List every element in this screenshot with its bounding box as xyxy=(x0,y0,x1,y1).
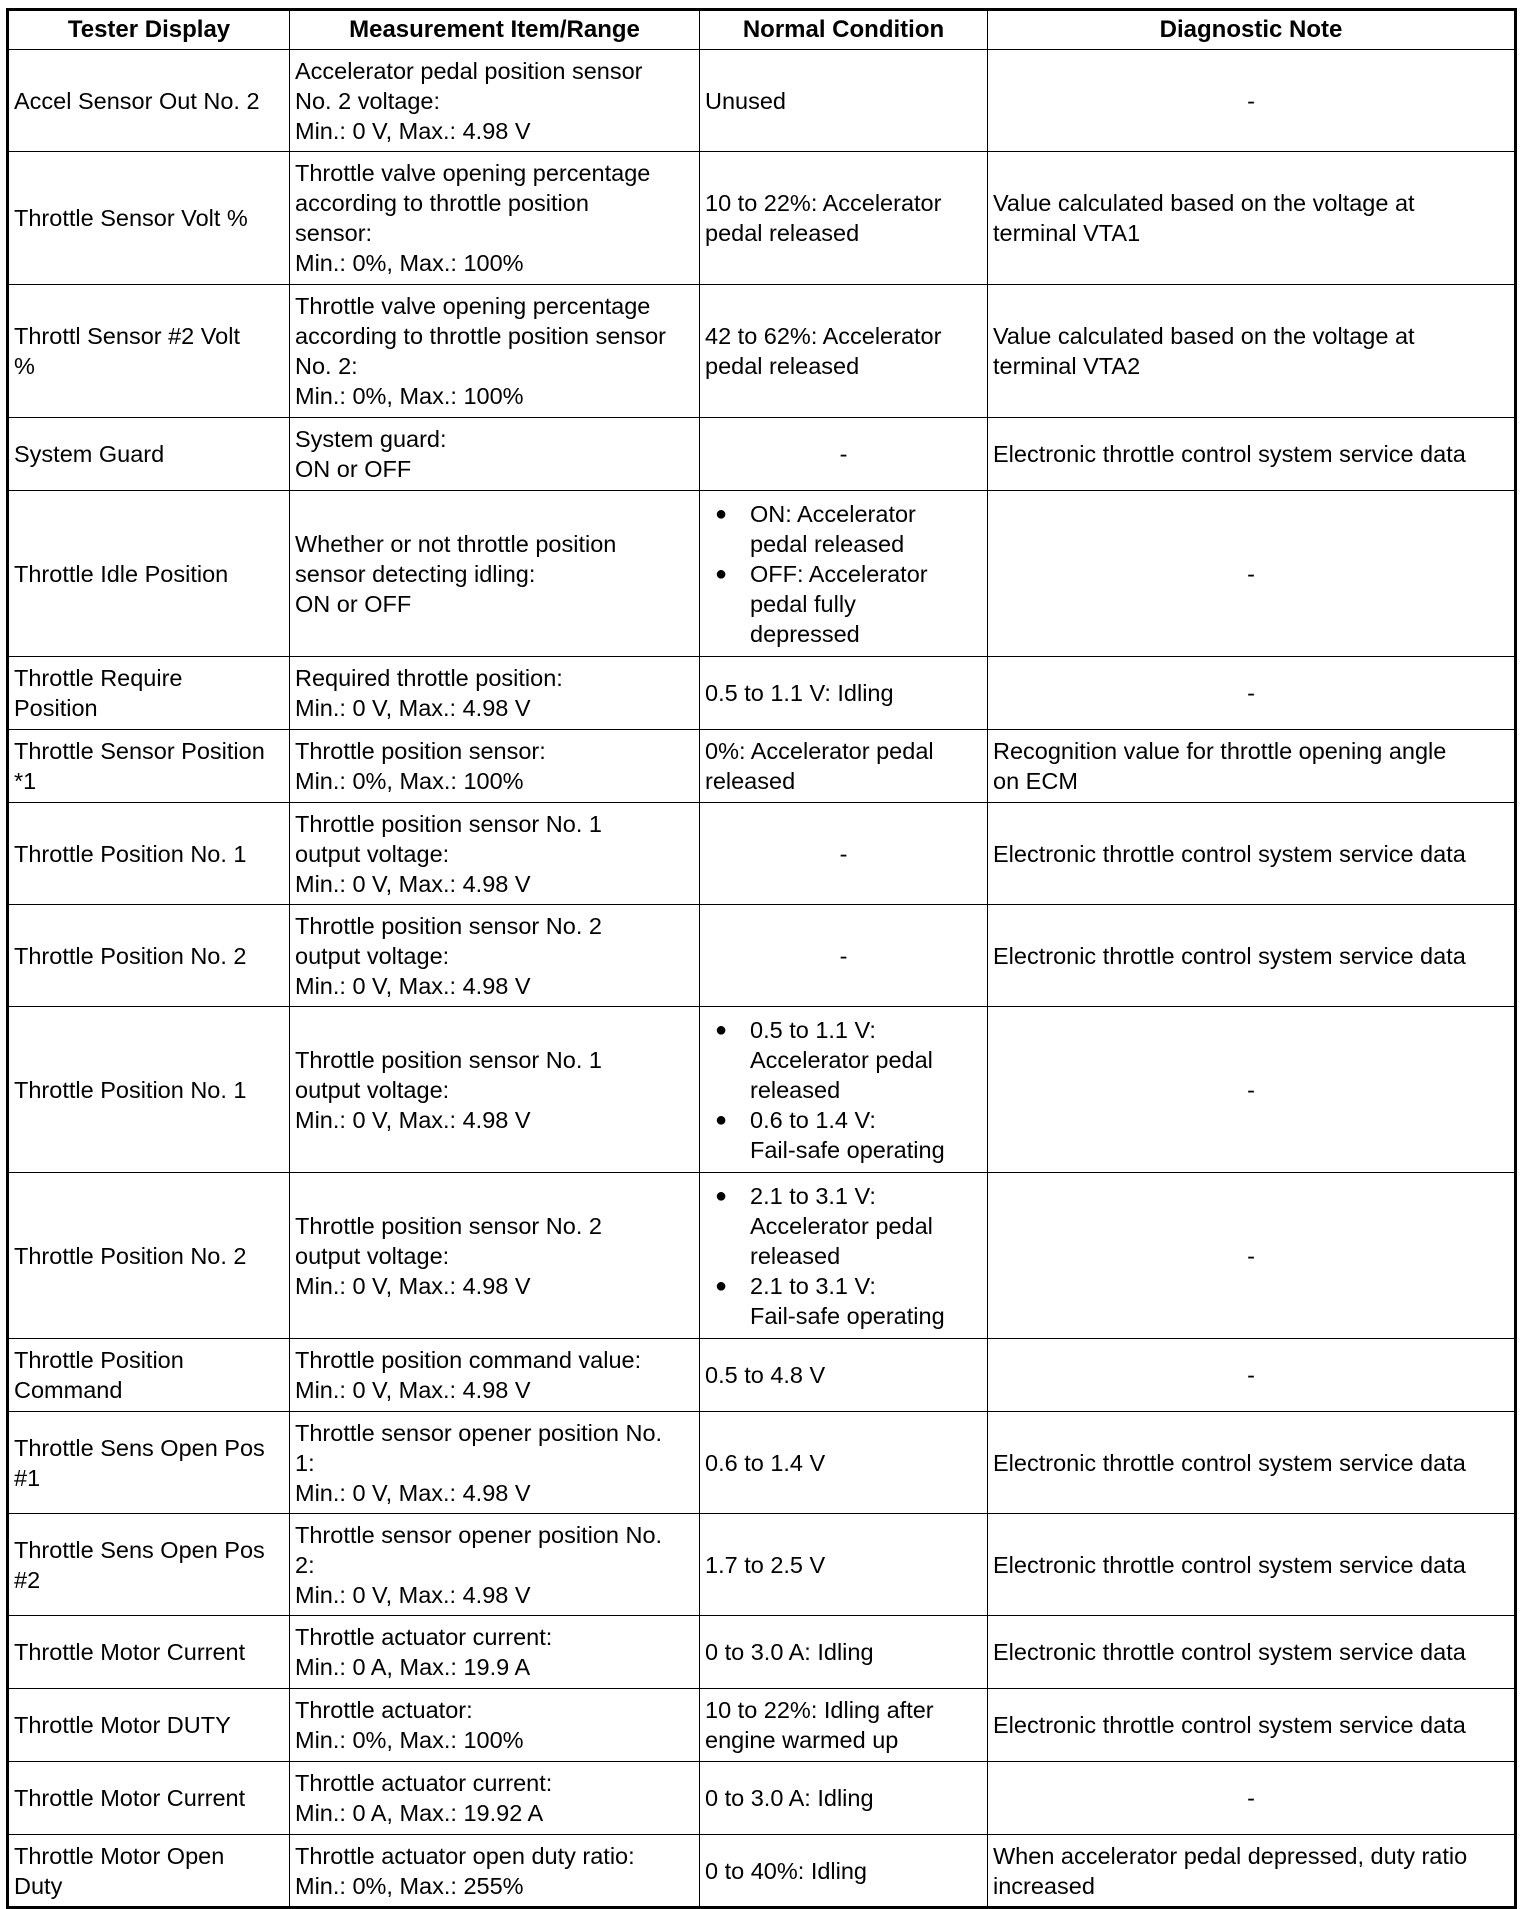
cell-diagnostic-note: Value calculated based on the voltage at terminal VTA2 xyxy=(988,285,1516,418)
table-row xyxy=(8,1835,1516,1908)
header-normal-condition: Normal Condition xyxy=(700,10,988,50)
cell-normal-condition: 1.7 to 2.5 V xyxy=(700,1514,988,1616)
cell-normal-condition: 0.5 to 4.8 V xyxy=(700,1339,988,1412)
cell-diagnostic-note: - xyxy=(988,1007,1516,1173)
table-row xyxy=(8,905,1516,1007)
table-row xyxy=(8,50,1516,152)
cell-tester-display: Throttle Position No. 1 xyxy=(8,1007,290,1173)
cell-diagnostic-note: - xyxy=(988,657,1516,730)
cell-diagnostic-note: Electronic throttle control system service data xyxy=(988,803,1516,905)
cell-diagnostic-note: Electronic throttle control system service data xyxy=(988,1616,1516,1689)
cell-measurement-item: Throttle actuator: Min.: 0%, Max.: 100% xyxy=(290,1689,700,1762)
table-row xyxy=(8,1339,1516,1412)
cell-tester-display: Throttle Position No. 1 xyxy=(8,803,290,905)
table-row xyxy=(8,1007,1516,1173)
header-tester-display: Tester Display xyxy=(8,10,290,50)
table-body xyxy=(8,50,1516,1908)
condition-bullet-item: ● ON: Accelerator pedal released xyxy=(750,499,982,559)
cell-measurement-item: Throttle valve opening percentage according to throttle position sensor: Min.: 0%, Max.: 100% xyxy=(290,152,700,285)
header-row xyxy=(8,10,1516,50)
cell-normal-condition xyxy=(700,491,988,657)
condition-bullet-list xyxy=(705,1015,982,1165)
cell-measurement-item: Throttle position sensor No. 1 output voltage: Min.: 0 V, Max.: 4.98 V xyxy=(290,803,700,905)
cell-tester-display: Throttle Idle Position xyxy=(8,491,290,657)
cell-diagnostic-note: Electronic throttle control system service data xyxy=(988,1689,1516,1762)
cell-normal-condition: 0 to 3.0 A: Idling xyxy=(700,1616,988,1689)
table-row xyxy=(8,1689,1516,1762)
cell-diagnostic-note: Value calculated based on the voltage at terminal VTA1 xyxy=(988,152,1516,285)
cell-tester-display: System Guard xyxy=(8,418,290,491)
cell-tester-display: Throttle Sens Open Pos #2 xyxy=(8,1514,290,1616)
cell-tester-display: Throttl Sensor #2 Volt % xyxy=(8,285,290,418)
cell-measurement-item: Throttle position sensor: Min.: 0%, Max.: 100% xyxy=(290,730,700,803)
cell-tester-display: Throttle Motor Open Duty xyxy=(8,1835,290,1908)
cell-normal-condition: 0%: Accelerator pedal released xyxy=(700,730,988,803)
data-list-table xyxy=(6,8,1517,1909)
table-row xyxy=(8,657,1516,730)
cell-measurement-item: Throttle position sensor No. 1 output voltage: Min.: 0 V, Max.: 4.98 V xyxy=(290,1007,700,1173)
cell-normal-condition: 0 to 3.0 A: Idling xyxy=(700,1762,988,1835)
cell-measurement-item: Throttle actuator current: Min.: 0 A, Max.: 19.9 A xyxy=(290,1616,700,1689)
cell-tester-display: Throttle Position No. 2 xyxy=(8,905,290,1007)
header-diagnostic-note: Diagnostic Note xyxy=(988,10,1516,50)
cell-measurement-item: Accelerator pedal position sensor No. 2 voltage: Min.: 0 V, Max.: 4.98 V xyxy=(290,50,700,152)
cell-tester-display: Throttle Require Position xyxy=(8,657,290,730)
table-header xyxy=(8,10,1516,50)
table-row xyxy=(8,730,1516,803)
cell-diagnostic-note: Electronic throttle control system service data xyxy=(988,1514,1516,1616)
table-row xyxy=(8,418,1516,491)
condition-bullet-list xyxy=(705,1181,982,1331)
condition-bullet-item: ● 0.5 to 1.1 V: Accelerator pedal released xyxy=(750,1015,982,1105)
document-page xyxy=(6,8,1517,1909)
cell-normal-condition: - xyxy=(700,905,988,1007)
cell-normal-condition: 10 to 22%: Accelerator pedal released xyxy=(700,152,988,285)
cell-normal-condition: 0.5 to 1.1 V: Idling xyxy=(700,657,988,730)
cell-normal-condition: 0.6 to 1.4 V xyxy=(700,1412,988,1514)
cell-normal-condition xyxy=(700,1007,988,1173)
cell-tester-display: Throttle Motor Current xyxy=(8,1616,290,1689)
table-row xyxy=(8,285,1516,418)
condition-bullet-item: ● 2.1 to 3.1 V: Accelerator pedal released xyxy=(750,1181,982,1271)
condition-bullet-list xyxy=(705,499,982,649)
condition-bullet-item: ● 2.1 to 3.1 V: Fail-safe operating xyxy=(750,1271,982,1331)
cell-diagnostic-note: - xyxy=(988,50,1516,152)
condition-bullet-item: ● 0.6 to 1.4 V: Fail-safe operating xyxy=(750,1105,982,1165)
cell-diagnostic-note: Electronic throttle control system service data xyxy=(988,905,1516,1007)
cell-normal-condition xyxy=(700,1173,988,1339)
cell-measurement-item: Throttle position command value: Min.: 0 V, Max.: 4.98 V xyxy=(290,1339,700,1412)
cell-normal-condition: 10 to 22%: Idling after engine warmed up xyxy=(700,1689,988,1762)
condition-bullet-item: ● OFF: Accelerator pedal fully depressed xyxy=(750,559,982,649)
header-measurement-item: Measurement Item/Range xyxy=(290,10,700,50)
table-row xyxy=(8,1616,1516,1689)
cell-measurement-item: Required throttle position: Min.: 0 V, Max.: 4.98 V xyxy=(290,657,700,730)
cell-normal-condition: 42 to 62%: Accelerator pedal released xyxy=(700,285,988,418)
cell-measurement-item: Throttle position sensor No. 2 output voltage: Min.: 0 V, Max.: 4.98 V xyxy=(290,905,700,1007)
cell-tester-display: Throttle Sens Open Pos #1 xyxy=(8,1412,290,1514)
cell-diagnostic-note: - xyxy=(988,1339,1516,1412)
cell-measurement-item: Throttle actuator open duty ratio: Min.: 0%, Max.: 255% xyxy=(290,1835,700,1908)
cell-normal-condition: - xyxy=(700,803,988,905)
cell-diagnostic-note: - xyxy=(988,491,1516,657)
table-row xyxy=(8,1762,1516,1835)
cell-measurement-item: System guard: ON or OFF xyxy=(290,418,700,491)
cell-measurement-item: Throttle actuator current: Min.: 0 A, Max.: 19.92 A xyxy=(290,1762,700,1835)
cell-tester-display: Accel Sensor Out No. 2 xyxy=(8,50,290,152)
table-row xyxy=(8,152,1516,285)
table-row xyxy=(8,803,1516,905)
cell-measurement-item: Throttle position sensor No. 2 output voltage: Min.: 0 V, Max.: 4.98 V xyxy=(290,1173,700,1339)
cell-diagnostic-note: - xyxy=(988,1173,1516,1339)
cell-tester-display: Throttle Position No. 2 xyxy=(8,1173,290,1339)
cell-tester-display: Throttle Position Command xyxy=(8,1339,290,1412)
cell-diagnostic-note: Recognition value for throttle opening angle on ECM xyxy=(988,730,1516,803)
table-row xyxy=(8,1173,1516,1339)
cell-normal-condition: 0 to 40%: Idling xyxy=(700,1835,988,1908)
table-row xyxy=(8,1514,1516,1616)
table-row xyxy=(8,491,1516,657)
table-row xyxy=(8,1412,1516,1514)
cell-normal-condition: Unused xyxy=(700,50,988,152)
cell-measurement-item: Throttle valve opening percentage according to throttle position sensor No. 2: Min.: 0%, Max.: 100% xyxy=(290,285,700,418)
cell-diagnostic-note: - xyxy=(988,1762,1516,1835)
cell-tester-display: Throttle Sensor Position *1 xyxy=(8,730,290,803)
cell-diagnostic-note: Electronic throttle control system service data xyxy=(988,1412,1516,1514)
cell-diagnostic-note: When accelerator pedal depressed, duty ratio increased xyxy=(988,1835,1516,1908)
cell-measurement-item: Whether or not throttle position sensor detecting idling: ON or OFF xyxy=(290,491,700,657)
cell-measurement-item: Throttle sensor opener position No. 1: Min.: 0 V, Max.: 4.98 V xyxy=(290,1412,700,1514)
cell-tester-display: Throttle Sensor Volt % xyxy=(8,152,290,285)
cell-tester-display: Throttle Motor Current xyxy=(8,1762,290,1835)
cell-normal-condition: - xyxy=(700,418,988,491)
cell-tester-display: Throttle Motor DUTY xyxy=(8,1689,290,1762)
cell-measurement-item: Throttle sensor opener position No. 2: Min.: 0 V, Max.: 4.98 V xyxy=(290,1514,700,1616)
cell-diagnostic-note: Electronic throttle control system service data xyxy=(988,418,1516,491)
